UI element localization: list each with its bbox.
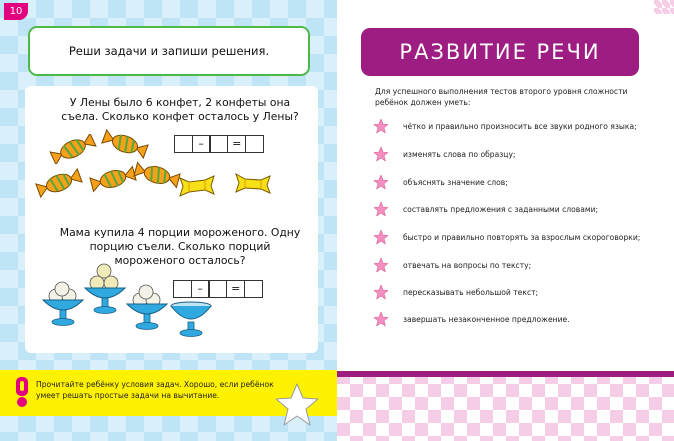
answer-box[interactable] xyxy=(245,135,264,153)
strip-bar xyxy=(337,371,674,377)
page-number: 10 xyxy=(4,3,28,20)
right-page xyxy=(337,0,674,441)
minus-box: – xyxy=(191,280,210,298)
tip-text: Прочитайте ребёнку условия задач. Хорошо, если ребёнок умеет решать простые задачи на вычитание. xyxy=(36,380,274,400)
pink-star-icon xyxy=(373,118,389,134)
ice-cream-bowl-icon xyxy=(169,298,213,340)
skill-text: быстро и правильно повторять за взрослым скороговорки; xyxy=(403,232,641,242)
answer-box[interactable] xyxy=(209,135,228,153)
skill-item xyxy=(373,117,637,135)
skill-item xyxy=(373,145,516,163)
candy-icon xyxy=(49,134,97,164)
skill-item xyxy=(373,283,538,301)
intro-text: Для успешного выполнения тестов второго уровня сложности ребёнок должен уметь: xyxy=(375,87,628,107)
skill-item xyxy=(373,310,570,328)
skill-text: изменять слова по образцу; xyxy=(403,149,516,159)
skill-item xyxy=(373,228,640,246)
exclamation-icon xyxy=(14,376,30,408)
pink-star-icon xyxy=(373,229,389,245)
pink-star-icon xyxy=(373,284,389,300)
candy-icon xyxy=(89,164,137,194)
answer-box[interactable] xyxy=(244,280,263,298)
candy-icon xyxy=(233,170,273,196)
minus-box: – xyxy=(192,135,211,153)
answer-box[interactable] xyxy=(173,280,192,298)
candy-icon xyxy=(177,172,217,198)
skill-text: отвечать на вопросы по тексту; xyxy=(403,260,532,270)
ice-cream-bowl-icon xyxy=(41,280,85,328)
problem-1-text: У Лены было 6 конфет, 2 конфеты она съела. Сколько конфет осталось у Лены? xyxy=(61,96,299,123)
pink-star-icon xyxy=(373,257,389,273)
skill-text: объяснять значение слов; xyxy=(403,177,508,187)
pink-star-icon xyxy=(373,311,389,327)
answer-box[interactable] xyxy=(208,280,227,298)
task-header: Реши задачи и запиши решения. xyxy=(28,26,310,76)
decorative-strip xyxy=(337,371,674,441)
pink-star-icon xyxy=(373,201,389,217)
problem-1-answer xyxy=(175,135,264,153)
answer-box[interactable] xyxy=(174,135,193,153)
ice-cream-bowl-icon xyxy=(125,282,169,332)
corner-pattern xyxy=(654,0,674,14)
candy-icon xyxy=(133,160,181,190)
task-panel xyxy=(25,86,318,353)
ice-cream-bowl-icon xyxy=(83,262,127,318)
skill-item xyxy=(373,200,598,218)
pink-star-icon xyxy=(373,174,389,190)
skill-item xyxy=(373,256,531,274)
candy-icon xyxy=(101,128,149,160)
skill-item xyxy=(373,173,508,191)
white-star-icon xyxy=(274,382,320,428)
skill-text: завершать незаконченное предложение. xyxy=(403,314,570,324)
skill-text: чётко и правильно произносить все звуки родного языка; xyxy=(403,121,637,131)
problem-2-text: Мама купила 4 порции мороженого. Одну порцию съели. Сколько порций мороженого осталось? xyxy=(59,226,301,267)
section-title: РАЗВИТИЕ РЕЧИ xyxy=(361,28,639,76)
candy-icon xyxy=(35,168,83,198)
skill-text: составлять предложения с заданными словами; xyxy=(403,204,599,214)
equals-box: = xyxy=(226,280,245,298)
skill-text: пересказывать небольшой текст; xyxy=(403,287,539,297)
pink-star-icon xyxy=(373,146,389,162)
equals-box: = xyxy=(227,135,246,153)
problem-2-answer xyxy=(174,280,263,298)
